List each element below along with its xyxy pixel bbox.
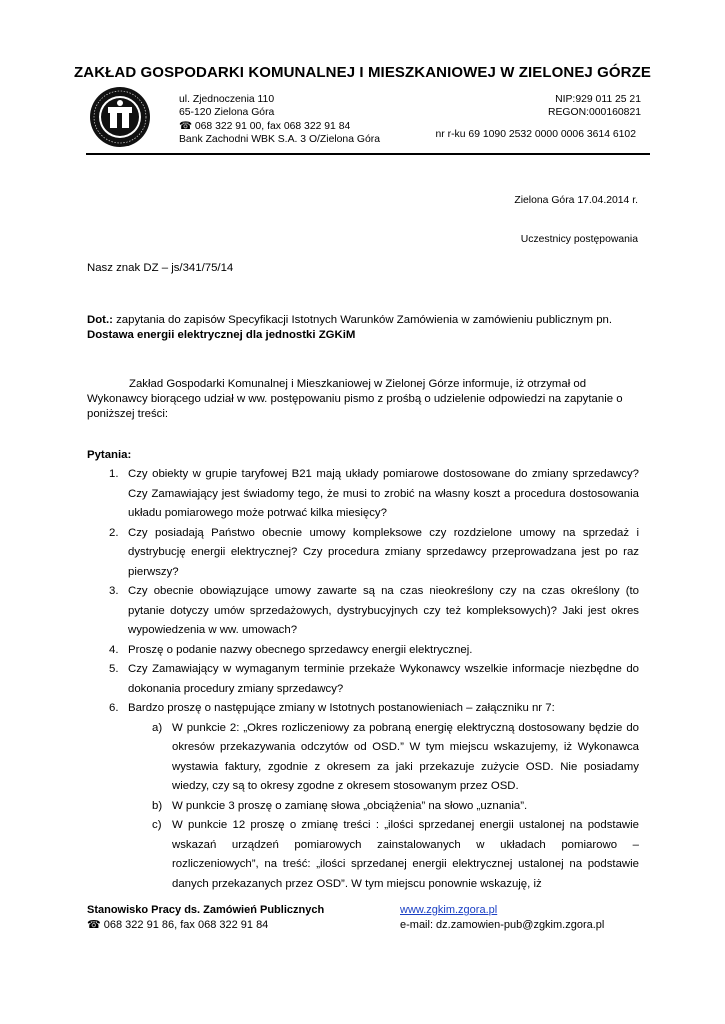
footer-online — [400, 903, 604, 933]
website-link[interactable]: www.zgkim.zgora.pl — [400, 904, 498, 916]
company-address — [179, 93, 380, 147]
questions-heading: Pytania: — [87, 449, 132, 461]
list-subitem: a) W punkcie 2: „Okres rozliczeniowy za pobraną energię elektryczną dostosowany będzie do okresów przekazywania odczytów od OSD.” W tym miejscu wskazujemy, iż Wykonawca wystawia faktury, zgodnie z okresem za jaki przekazuje zużycie OSD. Nie posiadamy wiedzy, czy są to okresy zgodne z okresem stosowanym przez OSD. — [152, 721, 639, 792]
letter-reference: Nasz znak DZ – js/341/75/14 — [87, 262, 234, 274]
address-phone-line — [179, 120, 380, 133]
list-item: 6. Bardzo proszę o następujące zmiany w Istotnych postanowieniach – załączniku nr 7: — [109, 702, 555, 714]
list-subitem: b) W punkcie 3 proszę o zamianę słowa „obciążenia” na słowo „uznania”. — [152, 799, 528, 812]
subject-text: zapytania do zapisów Specyfikacji Istotnych Warunków Zamówienia w zamówieniu publicznym pn. — [112, 314, 613, 326]
subject-label: Dot.: — [87, 314, 113, 326]
address-bank: Bank Zachodni WBK S.A. 3 O/Zielona Góra — [179, 134, 380, 146]
footer-phone: 068 322 91 86, fax 068 322 91 84 — [103, 919, 269, 931]
nip-number: NIP:929 011 25 21 — [555, 94, 641, 105]
letter-subject — [87, 313, 647, 343]
header-divider — [86, 153, 650, 155]
company-seal-icon — [89, 86, 151, 148]
company-seal-logo — [89, 86, 151, 148]
list-item: 4. Proszę o podanie nazwy obecnego sprzedawcy energii elektrycznej. — [109, 643, 473, 656]
list-item: 2. Czy posiadają Państwo obecnie umowy kompleksowe czy rozdzielone umowy na sprzedaż i dystrybucję energii elektrycznej? Czy procedura zmiany sprzedawcy przeprowadzana jest po raz pierwszy? — [109, 526, 639, 578]
telephone-icon: ☎ — [179, 120, 192, 132]
subject-title: Dostawa energii elektrycznej dla jednostki ZGKiM — [87, 329, 356, 341]
footer-position: Stanowisko Pracy ds. Zamówień Publicznych — [87, 904, 325, 916]
list-item: 3. Czy obecnie obowiązujące umowy zawarte są na czas nieokreślony czy na czas określony (to pytanie dotyczy umów sprzedażowych, dystrybucyjnych czy też kompleksowych)? Jaki jest okres wypowiedzenia w ww. umowach? — [109, 585, 639, 636]
company-ids — [548, 93, 641, 120]
letter-intro: Zakład Gospodarki Komunalnej i Mieszkaniowej w Zielonej Górze informuje, iż otrzymał od Wykonawcy biorącego udział w ww. postępowaniu pismo z prośbą o udzielenie odpowiedzi na zapytanie o poniższej treści: — [87, 378, 623, 420]
questions-list — [87, 465, 639, 894]
list-subitem: c) W punkcie 12 proszę o zmianę treści : „ilości sprzedanej energii ustalonej na podstawie wskazań urządzeń pomiarowych zainstalowanych w układach pomiarowo – rozliczeniowych”, na treść: „ilości sprzedanej energii elektrycznej ustalonej na podstawie danych przekazanych przez OSD”. W tym miejscu ponownie wskazuję, iż — [152, 819, 639, 890]
address-city: 65-120 Zielona Góra — [179, 107, 275, 119]
company-name-heading: ZAKŁAD GOSPODARKI KOMUNALNEJ I MIESZKANIOWEJ W ZIELONEJ GÓRZE — [74, 64, 651, 81]
bank-account-number: nr r-ku 69 1090 2532 0000 0006 3614 6102 — [435, 129, 636, 140]
letter-date: Zielona Góra 17.04.2014 r. — [514, 195, 638, 206]
footer-phone-line — [87, 918, 324, 933]
address-street: ul. Zjednoczenia 110 — [179, 94, 275, 105]
footer-email: e-mail: dz.zamowien-pub@zgkim.zgora.pl — [400, 919, 605, 931]
list-item: 5. Czy Zamawiający w wymaganym terminie przekaże Wykonawcy wszelkie informacje niezbędne do dokonania procedury zmiany sprzedawcy? — [109, 663, 639, 695]
telephone-icon: ☎ — [87, 919, 101, 931]
list-item: 1. Czy obiekty w grupie taryfowej B21 mają układy pomiarowe dostosowane do zmiany sprzedawcy? Czy Zamawiający jest świadomy tego, że musi to zrobić na własny koszt a procedura dostosowania układu pomiarowego może potrwać kilka miesięcy? — [109, 468, 639, 519]
footer-contact — [87, 903, 324, 933]
letter-recipient: Uczestnicy postępowania — [520, 234, 638, 245]
regon-number: REGON:000160821 — [548, 107, 641, 119]
address-phone: 068 322 91 00, fax 068 322 91 84 — [194, 120, 351, 132]
